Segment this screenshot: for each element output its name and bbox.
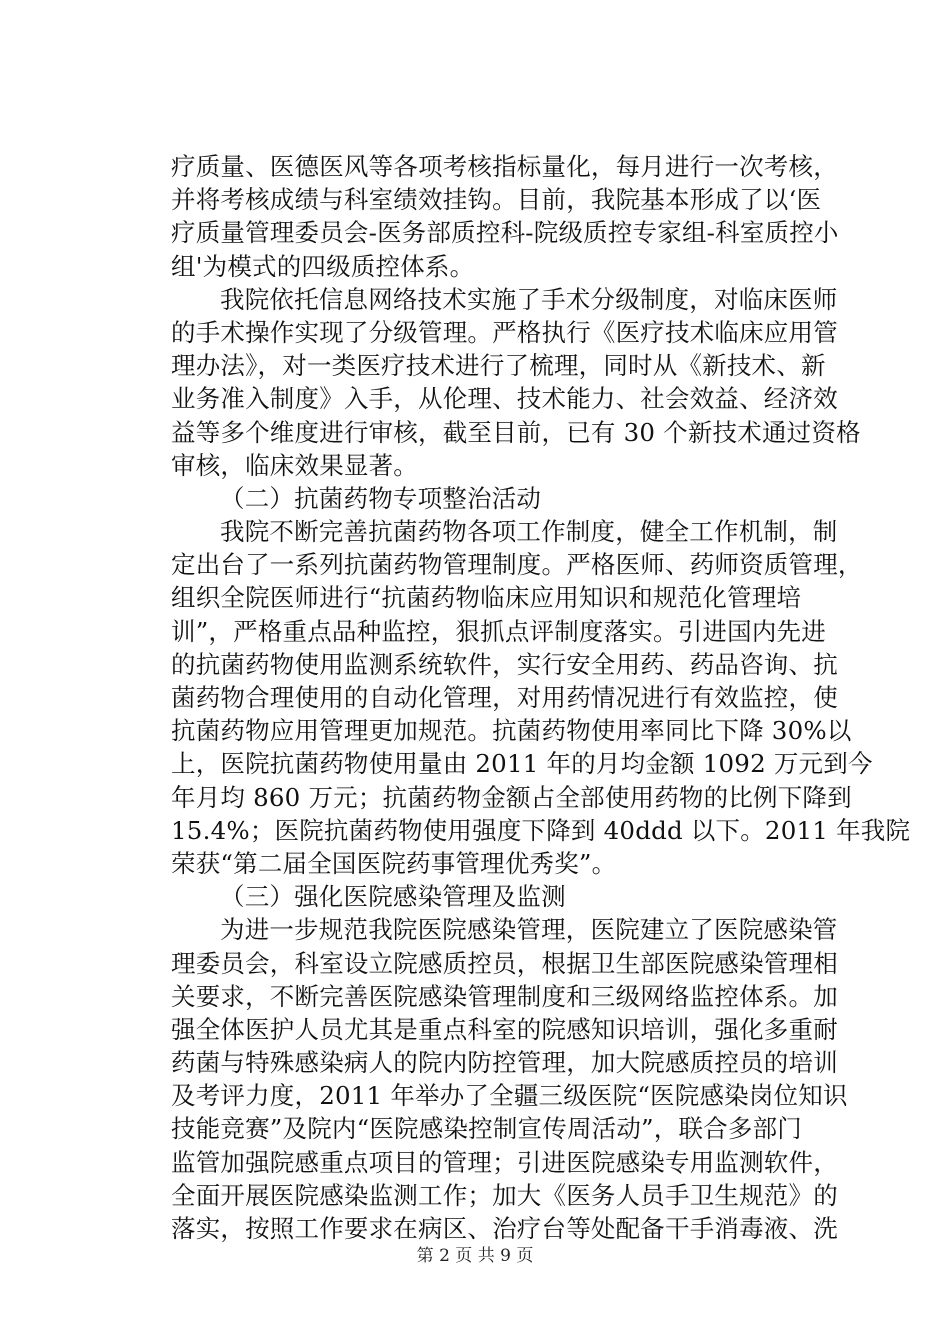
text-line: 定出台了一系列抗菌药物管理制度。严格医师、药师资质管理， xyxy=(171,550,863,580)
text-line: 训”，严格重点品种监控，狠抓点评制度落实。引进国内先进 xyxy=(171,616,826,646)
paragraph-start-line: 我院依托信息网络技术实施了手术分级制度，对临床医师 xyxy=(220,284,838,314)
text-line: 药菌与特殊感染病人的院内防控管理，加大院感质控员的培训 xyxy=(171,1048,838,1078)
text-line: 技能竞赛”及院内“医院感染控制宣传周活动”，联合多部门 xyxy=(171,1114,802,1144)
text-line: 并将考核成绩与科室绩效挂钩。目前，我院基本形成了以‘医 xyxy=(171,185,822,215)
text-line: 业务准入制度》入手，从伦理、技术能力、社会效益、经济效 xyxy=(171,384,838,414)
paragraph-start-line: 为进一步规范我院医院感染管理，医院建立了医院感染管 xyxy=(220,915,838,945)
section-heading: （二）抗菌药物专项整治活动 xyxy=(220,483,542,513)
text-line: 理办法》，对一类医疗技术进行了梳理，同时从《新技术、新 xyxy=(171,351,826,381)
text-line: 益等多个维度进行审核，截至目前，已有 30 个新技术通过资格 xyxy=(171,417,861,447)
text-line: 年月均 860 万元；抗菌药物金额占全部使用药物的比例下降到 xyxy=(171,782,852,812)
text-line: 落实，按照工作要求在病区、治疗台等处配备干手消毒液、洗 xyxy=(171,1214,838,1243)
text-line: 15.4%；医院抗菌药物使用强度下降到 40ddd 以下。2011 年我院 xyxy=(171,815,911,845)
text-line: 全面开展医院感染监测工作；加大《医务人员手卫生规范》的 xyxy=(171,1180,838,1210)
text-line: 关要求，不断完善医院感染管理制度和三级网络监控体系。加 xyxy=(171,981,838,1011)
body-text xyxy=(171,150,911,1245)
text-line: 组'为模式的四级质控体系。 xyxy=(171,251,475,281)
text-line: 上，医院抗菌药物使用量由 2011 年的月均金额 1092 万元到今 xyxy=(171,749,873,779)
paragraph-start-line: 我院不断完善抗菌药物各项工作制度，健全工作机制，制 xyxy=(220,517,838,547)
text-line: 强全体医护人员尤其是重点科室的院感知识培训，强化多重耐 xyxy=(171,1014,838,1044)
text-line: 及考评力度，2011 年举办了全疆三级医院“医院感染岗位知识 xyxy=(171,1081,848,1111)
text-line: 的手术操作实现了分级管理。严格执行《医疗技术临床应用管 xyxy=(171,317,838,347)
text-line: 菌药物合理使用的自动化管理，对用药情况进行有效监控，使 xyxy=(171,683,838,712)
section-heading: （三）强化医院感染管理及监测 xyxy=(220,882,566,912)
text-line: 理委员会，科室设立院感质控员，根据卫生部医院感染管理相 xyxy=(171,948,838,978)
text-line: 的抗菌药物使用监测系统软件，实行安全用药、药品咨询、抗 xyxy=(171,649,838,679)
text-line: 组织全院医师进行“抗菌药物临床应用知识和规范化管理培 xyxy=(171,583,802,613)
page-number-footer: 第 2 页 共 9 页 xyxy=(416,1246,534,1266)
text-line: 抗菌药物应用管理更加规范。抗菌药物使用率同比下降 30%以 xyxy=(171,716,852,746)
text-line: 监管加强院感重点项目的管理；引进医院感染专用监测软件， xyxy=(171,1147,838,1177)
text-line: 审核，临床效果显著。 xyxy=(171,450,418,480)
text-line: 荣获“第二届全国医院药事管理优秀奖”。 xyxy=(171,848,617,878)
text-line: 疗质量管理委员会-医务部质控科-院级质控专家组-科室质控小 xyxy=(171,218,839,248)
text-line: 疗质量、医德医风等各项考核指标量化，每月进行一次考核， xyxy=(171,152,838,181)
